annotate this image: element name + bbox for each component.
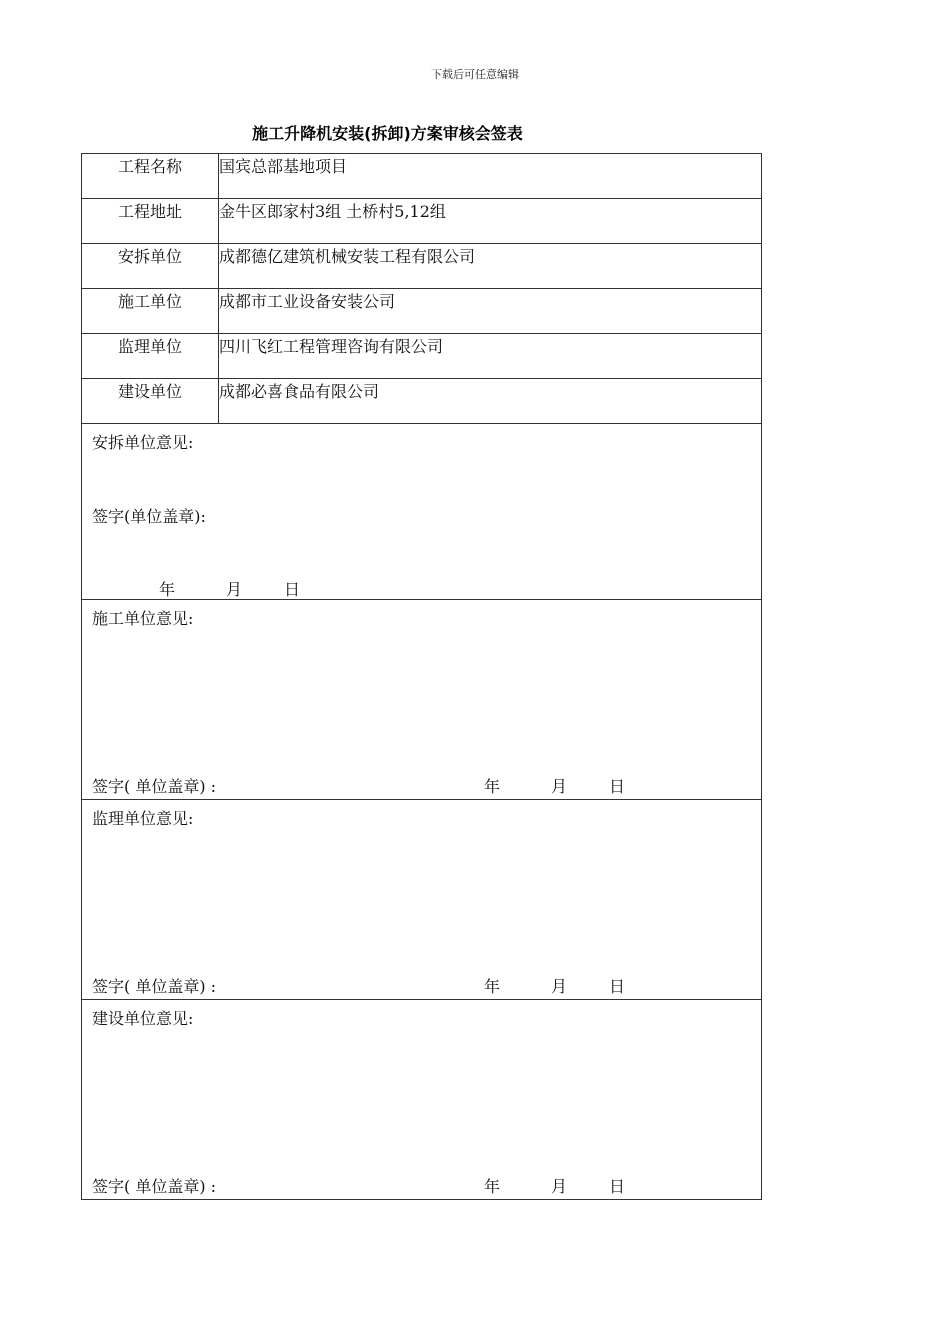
date-month: 月: [551, 1177, 568, 1196]
supervision-opinion-row: [82, 800, 762, 1000]
date-year: 年: [484, 777, 501, 796]
table-row: [82, 379, 762, 424]
opinion-title: 建设单位意见:: [92, 1009, 194, 1028]
dismantle-opinion-cell: [82, 424, 762, 600]
signature-label: 签字( 单位盖章) :: [92, 977, 217, 996]
opinion-title: 安拆单位意见:: [92, 433, 194, 452]
construction-opinion-cell: [82, 600, 762, 800]
row-value: 金牛区郎家村3组 土桥村5,12组: [219, 199, 762, 244]
date-day: 日: [284, 580, 301, 599]
signature-label: 签字( 单位盖章) :: [92, 777, 217, 796]
row-label: 监理单位: [82, 334, 219, 379]
date-day: 日: [609, 1177, 626, 1196]
signature-label: 签字(单位盖章):: [92, 507, 206, 526]
row-value: 国宾总部基地项目: [219, 154, 762, 199]
row-value: 成都德亿建筑机械安装工程有限公司: [219, 244, 762, 289]
row-label: 安拆单位: [82, 244, 219, 289]
dismantle-opinion-row: [82, 424, 762, 600]
date-day: 日: [609, 777, 626, 796]
row-value: 成都市工业设备安装公司: [219, 289, 762, 334]
owner-opinion-row: [82, 1000, 762, 1200]
table-row: [82, 154, 762, 199]
construction-opinion-row: [82, 600, 762, 800]
row-label: 建设单位: [82, 379, 219, 424]
table-row: [82, 199, 762, 244]
date-month: 月: [551, 777, 568, 796]
signature-label: 签字( 单位盖章) :: [92, 1177, 217, 1196]
document-title: 施工升降机安装(拆卸)方案审核会签表: [252, 124, 523, 143]
date-day: 日: [609, 977, 626, 996]
row-label: 工程地址: [82, 199, 219, 244]
owner-opinion-cell: [82, 1000, 762, 1200]
date-month: 月: [226, 580, 243, 599]
date-year: 年: [484, 977, 501, 996]
row-label: 工程名称: [82, 154, 219, 199]
opinion-title: 监理单位意见:: [92, 809, 194, 828]
date-year: 年: [159, 580, 176, 599]
table-row: [82, 334, 762, 379]
date-year: 年: [484, 1177, 501, 1196]
signoff-table: [81, 153, 762, 1200]
table-row: [82, 244, 762, 289]
supervision-opinion-cell: [82, 800, 762, 1000]
opinion-title: 施工单位意见:: [92, 609, 194, 628]
row-value: 四川飞红工程管理咨询有限公司: [219, 334, 762, 379]
row-label: 施工单位: [82, 289, 219, 334]
header-note: 下载后可任意编辑: [431, 68, 519, 81]
table-row: [82, 289, 762, 334]
date-month: 月: [551, 977, 568, 996]
row-value: 成都必喜食品有限公司: [219, 379, 762, 424]
